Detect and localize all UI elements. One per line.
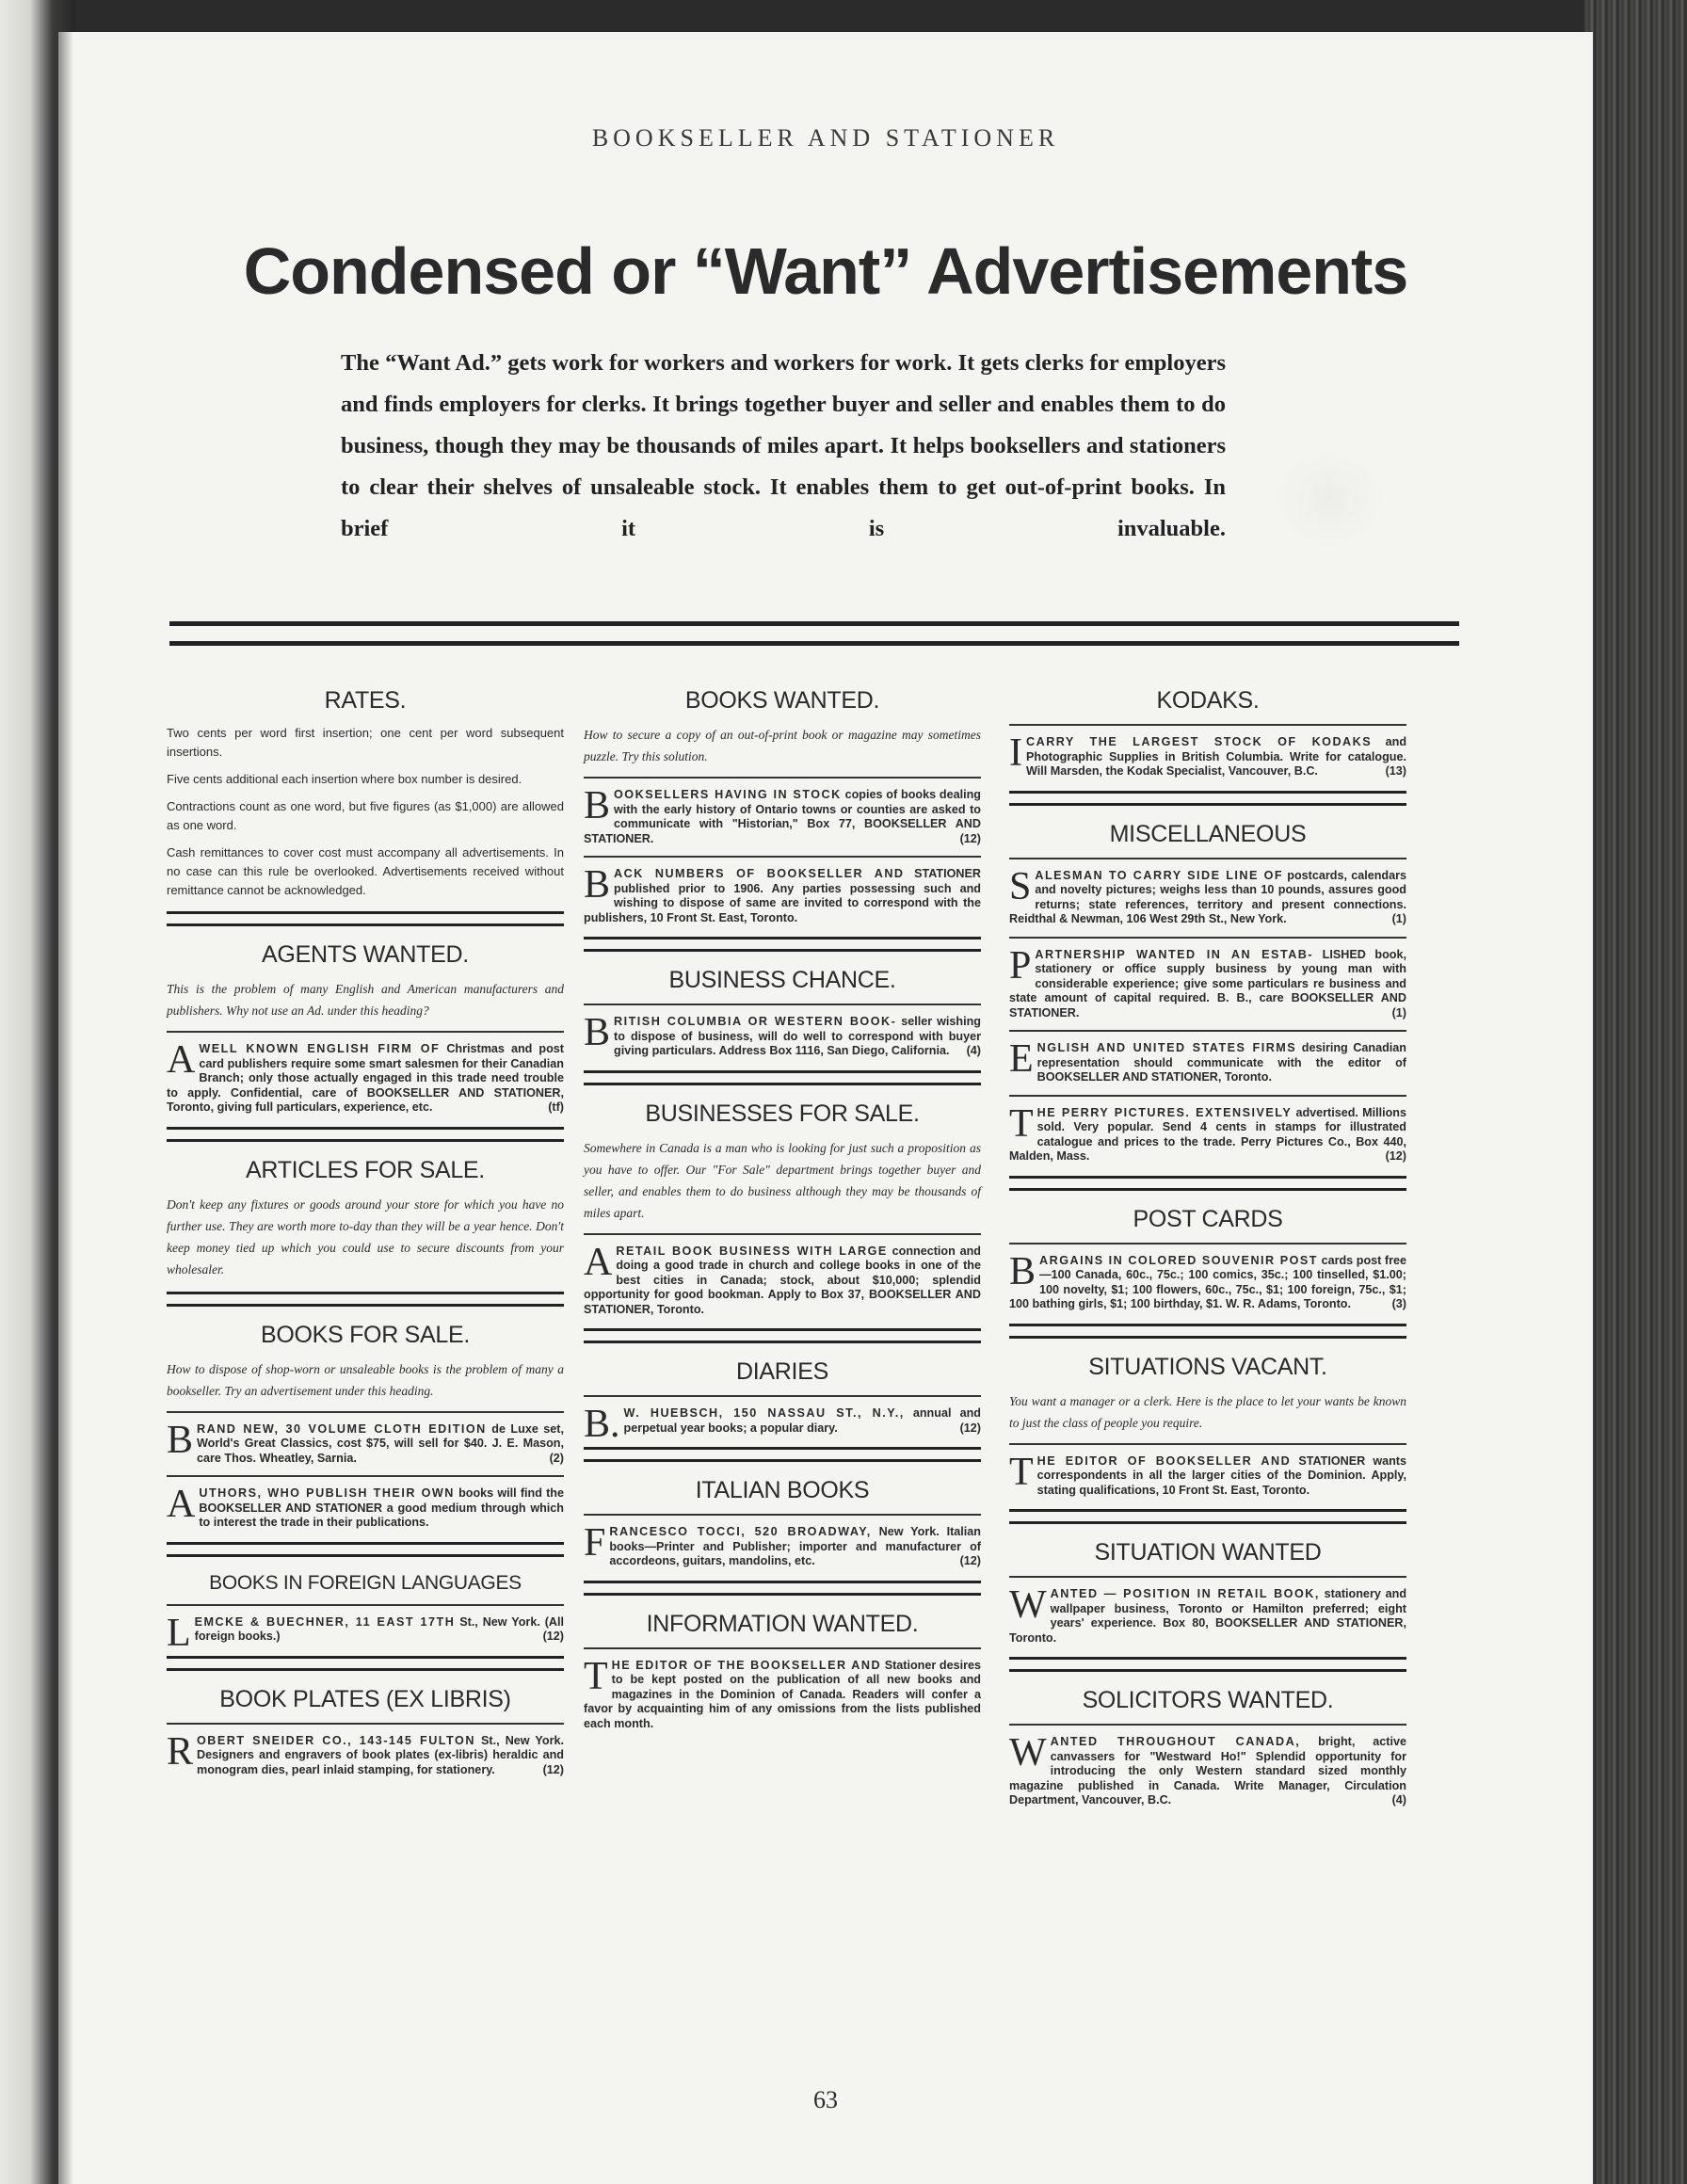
section-heading-kodaks: KODAKS. bbox=[1156, 687, 1260, 714]
classified-ad bbox=[584, 1403, 981, 1446]
drop-cap: B bbox=[584, 863, 611, 907]
ad-ref: (12) bbox=[959, 1554, 981, 1567]
ad-ref: (4) bbox=[966, 1044, 981, 1057]
ad-separator bbox=[584, 1395, 981, 1397]
ad-body: books will find the BOOKSELLER AND STATIONER a good medium through which to interest the trade in their publications. bbox=[199, 1486, 565, 1529]
ad-lead: ACK NUMBERS OF BOOKSELLER AND bbox=[614, 867, 905, 880]
classified-ad bbox=[1009, 1450, 1407, 1499]
ad-lead: RAND NEW, 30 VOLUME CLOTH EDITION bbox=[197, 1421, 487, 1436]
classified-ad bbox=[167, 1483, 565, 1531]
section-rule bbox=[584, 1581, 981, 1596]
ad-separator bbox=[1009, 1443, 1406, 1445]
drop-cap: P bbox=[1009, 943, 1032, 988]
section-heading-articles: ARTICLES FOR SALE. bbox=[246, 1156, 485, 1183]
ad-separator bbox=[167, 1031, 564, 1033]
ad-body: New York. Italian books—Printer and Publisher; importer and manufacturer of accordeons, guitars, mandolins, etc. bbox=[609, 1525, 981, 1567]
ad-separator bbox=[167, 1604, 564, 1606]
ad-lead: RETAIL BOOK BUSINESS WITH LARGE bbox=[616, 1244, 888, 1258]
drop-cap: B. bbox=[584, 1403, 620, 1446]
scan-top-border bbox=[0, 0, 1687, 32]
section-rule bbox=[167, 1656, 564, 1671]
ad-ref: (1) bbox=[1391, 1005, 1406, 1020]
ad-separator bbox=[167, 1411, 564, 1413]
section-rule bbox=[1009, 791, 1406, 806]
section-heading-solicitors: SOLICITORS WANTED. bbox=[1082, 1687, 1334, 1713]
ad-lead: CARRY THE LARGEST STOCK OF KODAKS bbox=[1026, 735, 1373, 748]
classified-ad bbox=[1009, 1583, 1407, 1646]
ad-separator bbox=[584, 1004, 981, 1005]
drop-cap: W bbox=[1009, 1731, 1047, 1774]
classified-ad bbox=[584, 1240, 981, 1318]
page-number: 63 bbox=[813, 2086, 838, 2113]
page-title: Condensed or “Want” Advertisements bbox=[243, 234, 1408, 308]
drop-cap: L bbox=[167, 1611, 191, 1655]
ad-lead: W. HUEBSCH, 150 NASSAU ST., N.Y., bbox=[623, 1406, 905, 1420]
section-heading-situations-vacant: SITUATIONS VACANT. bbox=[1088, 1353, 1327, 1380]
intro-paragraph: The “Want Ad.” gets work for workers and workers for work. It gets clerks for employers and finds employers for clerks. It brings together buyer and seller and enables them to do business, though they may be thousands of miles apart. It helps booksellers and stationers to clear their shelves of unsaleable stock. It enables them to get out-of-print books. In brief it is invaluable. bbox=[341, 350, 1226, 541]
classified-ad bbox=[167, 1611, 565, 1655]
ad-separator bbox=[584, 856, 981, 858]
ad-ref: (12) bbox=[1385, 1149, 1406, 1163]
ad-separator bbox=[167, 1723, 564, 1725]
section-heading-rates: RATES. bbox=[324, 687, 407, 714]
section-rule bbox=[167, 911, 564, 926]
classified-ad bbox=[1009, 1037, 1407, 1085]
ad-lead: ANTED THROUGHOUT CANADA, bbox=[1050, 1735, 1301, 1748]
ad-ref: (3) bbox=[1391, 1297, 1406, 1310]
ad-ref: (4) bbox=[1391, 1793, 1406, 1807]
drop-cap: A bbox=[167, 1483, 196, 1526]
ad-separator bbox=[1009, 1030, 1406, 1032]
section-heading-book-plates: BOOK PLATES (EX LIBRIS) bbox=[219, 1685, 511, 1712]
section-heading-business-chance: BUSINESS CHANCE. bbox=[668, 967, 896, 993]
drop-cap: T bbox=[584, 1654, 608, 1698]
ad-lead: HE PERRY PICTURES. EXTENSIVELY bbox=[1036, 1105, 1293, 1119]
ad-body: STATIONER published prior to 1906. Any parties possessing such and wishing to dispose of same are invited to correspond with the publishers, 10 Front St. East, Toronto. bbox=[584, 867, 982, 924]
column-right bbox=[1009, 672, 1406, 1814]
section-rule bbox=[167, 1127, 564, 1142]
section-heading-miscellaneous: MISCELLANEOUS bbox=[1109, 820, 1307, 847]
rates-paragraph: Two cents per word first insertion; one cent per word subsequent insertions. bbox=[167, 726, 564, 759]
ad-lead: EMCKE & BUECHNER, 11 EAST 17TH bbox=[194, 1614, 456, 1629]
ad-ref: (1) bbox=[1391, 912, 1406, 925]
ad-body: cards post free—100 Canada, 60c., 75c.; 100 comics, 35c.; 100 tinselled, $1.00; 100 novelty, $1; 100 flowers, 60c., 75c., $1; 100 foreign, 75c., $1; 100 bathing girls, $1; 100 birthday, $1. W. R. Adams, Toronto. bbox=[1009, 1253, 1407, 1310]
ad-body: annual and perpetual year books; a popular diary. bbox=[623, 1406, 981, 1435]
section-intro: Somewhere in Canada is a man who is looking for just such a proposition as you have to offer. Our "For Sale" department brings together buyer and seller, and enables them to do business although they may be thousands of miles apart. bbox=[584, 1140, 981, 1220]
classified-ad bbox=[167, 1038, 564, 1116]
drop-cap: W bbox=[1009, 1583, 1047, 1627]
ad-lead: HE EDITOR OF BOOKSELLER AND bbox=[1036, 1453, 1292, 1468]
ad-lead: HE EDITOR OF THE BOOKSELLER AND bbox=[611, 1658, 882, 1672]
ad-body: Christmas and post card publishers require some smart salesmen for their Canadian Branch; only those actually engaged in this trade need trouble to apply. Confidential, care of BOOKSELLER AND STATIONER, Toronto, giving full particulars, experience, etc. bbox=[167, 1042, 564, 1114]
section-heading-businesses-for-sale: BUSINESSES FOR SALE. bbox=[645, 1100, 920, 1127]
ad-body: St., New York. Designers and engravers of book plates (ex-libris) heraldic and monogram dies, pearl inlaid stamping, for stationery. bbox=[197, 1733, 564, 1776]
ad-lead: ANTED — POSITION IN RETAIL BOOK, bbox=[1050, 1587, 1320, 1600]
page-gutter-shadow bbox=[58, 32, 73, 2184]
ad-body: copies of books dealing with the early history of Ontario towns or counties are asked to communicate with "Historian," Box 77, BOOKSELLER AND STATIONER. bbox=[584, 788, 981, 845]
drop-cap: R bbox=[167, 1729, 194, 1774]
rates-paragraph: Cash remittances to cover cost must accompany all advertisements. In no case can this rule be overlooked. Advertisements received without remittance cannot be acknowledged. bbox=[167, 845, 564, 897]
ad-body: de Luxe set, World's Great Classics, cost $75, will sell for $40. J. E. Mason, care Thos. Wheatley, Sarnia. bbox=[197, 1421, 565, 1465]
section-rule bbox=[584, 1070, 981, 1085]
page-smudge bbox=[1273, 446, 1386, 550]
drop-cap: B bbox=[584, 784, 611, 827]
classified-ad bbox=[584, 1654, 981, 1732]
ad-lead: RANCESCO TOCCI, 520 BROADWAY, bbox=[609, 1525, 872, 1538]
ad-ref: (12) bbox=[959, 831, 981, 845]
section-rule bbox=[584, 1328, 981, 1343]
drop-cap: B bbox=[1009, 1249, 1036, 1293]
ad-separator bbox=[584, 777, 981, 779]
ad-separator bbox=[1009, 724, 1406, 726]
section-rule bbox=[584, 1447, 981, 1462]
classified-ad bbox=[1009, 1731, 1406, 1808]
section-heading-foreign: BOOKS IN FOREIGN LANGUAGES bbox=[209, 1571, 522, 1594]
classified-ad bbox=[1009, 1101, 1407, 1164]
column-middle bbox=[584, 672, 981, 1737]
book-page-edges-right bbox=[1583, 0, 1687, 2184]
section-intro: How to dispose of shop-worn or unsaleable books is the problem of many a bookseller. Try an advertisement under this heading. bbox=[167, 1361, 564, 1398]
section-intro: You want a manager or a clerk. Here is the place to let your wants be known to just the class of people you require. bbox=[1009, 1393, 1406, 1430]
section-rule bbox=[1009, 1324, 1406, 1339]
rates-paragraph: Five cents additional each insertion where box number is desired. bbox=[167, 772, 522, 786]
rates-paragraph: Contractions count as one word, but five figures (as $1,000) are allowed as one word. bbox=[167, 799, 564, 832]
ad-body: stationery and wallpaper business, Toronto or Hamilton preferred; eight years' experience. Box 80, BOOKSELLER AND STATIONER, Toronto. bbox=[1009, 1587, 1407, 1645]
heavy-double-rule bbox=[169, 621, 1459, 646]
ad-separator bbox=[167, 1475, 564, 1477]
drop-cap: T bbox=[1009, 1101, 1034, 1146]
section-intro: How to secure a copy of an out-of-print book or magazine may sometimes puzzle. Try this solution. bbox=[584, 728, 981, 763]
classified-ad bbox=[1009, 943, 1407, 1021]
section-rule bbox=[1009, 1509, 1406, 1524]
section-heading-books-for-sale: BOOKS FOR SALE. bbox=[261, 1321, 470, 1348]
ad-body: LISHED book, stationery or office supply business by young man with considerable experience; give some particulars re business and state amount of capital required. B. B., care BOOKSELLER AND STATIONER. bbox=[1009, 947, 1407, 1020]
section-rule bbox=[584, 937, 981, 952]
classified-ad bbox=[1009, 864, 1406, 927]
ad-ref: (2) bbox=[549, 1451, 564, 1465]
ad-separator bbox=[1009, 858, 1406, 859]
ad-separator bbox=[1009, 937, 1406, 939]
section-heading-post-cards: POST CARDS bbox=[1133, 1205, 1283, 1232]
ad-body: postcards, calendars and novelty pictures; weighs less than 10 pounds, assures good returns; state references, territory and present connections. Reidthal & Newman, 106 West 29th St., New York. bbox=[1009, 868, 1406, 925]
ad-lead: WELL KNOWN ENGLISH FIRM OF bbox=[199, 1042, 441, 1055]
ad-lead: ARGAINS IN COLORED SOUVENIR POST bbox=[1039, 1253, 1318, 1267]
classified-ad bbox=[167, 1729, 564, 1778]
ad-lead: NGLISH AND UNITED STATES FIRMS bbox=[1036, 1041, 1297, 1054]
section-heading-diaries: DIARIES bbox=[736, 1358, 828, 1385]
section-rule bbox=[1009, 1176, 1406, 1191]
ad-body: connection and doing a good trade in church and college books in one of the best cities in Canada; stock, about $10,000; splendid opportunity for good bookman. Apply to Box 37, BOOKSELLER AND STATIONER, Toronto. bbox=[584, 1244, 981, 1316]
section-rule bbox=[167, 1542, 564, 1557]
running-head: BOOKSELLER AND STATIONER bbox=[591, 124, 1060, 152]
ad-body: and Photographic Supplies in British Columbia. Write for catalogue. Will Marsden, the Kodak Specialist, Vancouver, B.C. bbox=[1026, 735, 1407, 778]
ad-body: St., New York. (All foreign books.) bbox=[194, 1614, 565, 1643]
ad-lead: ARTNERSHIP WANTED IN AN ESTAB- bbox=[1035, 947, 1314, 961]
ad-body: bright, active canvassers for "Westward Ho!" Splendid opportunity for introducing the only Western standard sized monthly magazine published in Canada. Write Manager, Circulation Department, Vancouver, B.C. bbox=[1009, 1735, 1406, 1807]
classified-ad bbox=[1009, 731, 1407, 779]
classified-ad bbox=[1009, 1249, 1407, 1312]
ad-separator bbox=[1009, 1243, 1406, 1245]
classified-ad bbox=[584, 863, 982, 925]
classified-ad bbox=[167, 1418, 565, 1467]
ad-ref: (12) bbox=[542, 1630, 564, 1643]
section-heading-information: INFORMATION WANTED. bbox=[646, 1610, 919, 1637]
ad-lead: ALESMAN TO CARRY SIDE LINE OF bbox=[1035, 868, 1284, 882]
section-heading-agents: AGENTS WANTED. bbox=[262, 941, 469, 968]
magazine-page bbox=[58, 32, 1593, 2184]
ad-lead: UTHORS, WHO PUBLISH THEIR OWN bbox=[199, 1486, 455, 1500]
drop-cap: I bbox=[1009, 731, 1022, 775]
section-heading-situation-wanted: SITUATION WANTED bbox=[1094, 1539, 1322, 1566]
ad-body: seller wishing to dispose of business, will do well to correspond with buyer giving particulars. Address Box 1116, San Diego, California. bbox=[614, 1015, 981, 1057]
ad-ref: (12) bbox=[959, 1421, 981, 1435]
section-rule bbox=[1009, 1657, 1406, 1672]
section-intro: This is the problem of many English and American manufacturers and publishers. Why not use an Ad. under this heading? bbox=[167, 982, 564, 1018]
drop-cap: A bbox=[167, 1038, 196, 1082]
ad-body: desiring Canadian representation should communicate with the editor of BOOKSELLER AND STATIONER, Toronto. bbox=[1036, 1041, 1407, 1084]
ad-body: Stationer desires to be kept posted on the publication of all new books and magazines in the Dominion of Canada. Readers will confer a favor by acquainting him of any omissions from the lists published each month. bbox=[584, 1658, 981, 1730]
drop-cap: B bbox=[584, 1011, 611, 1054]
ad-separator bbox=[584, 1233, 981, 1235]
drop-cap: E bbox=[1009, 1037, 1034, 1081]
drop-cap: B bbox=[167, 1418, 194, 1462]
classified-ad bbox=[584, 784, 981, 846]
ad-separator bbox=[1009, 1724, 1406, 1726]
ad-lead: RITISH COLUMBIA OR WESTERN BOOK- bbox=[614, 1015, 897, 1028]
column-left bbox=[167, 672, 564, 1783]
drop-cap: A bbox=[584, 1240, 613, 1284]
ad-body: advertised. Millions sold. Very popular. Send 4 cents in stamps for illustrated catalogue and prices to the trade. Perry Pictures Co., Box 440, Malden, Mass. bbox=[1009, 1105, 1407, 1163]
ad-separator bbox=[584, 1514, 981, 1516]
ad-ref: (12) bbox=[542, 1762, 564, 1776]
section-heading-books-wanted: BOOKS WANTED. bbox=[684, 687, 880, 714]
ad-separator bbox=[1009, 1095, 1406, 1097]
classified-ad bbox=[584, 1011, 981, 1059]
ad-lead: OOKSELLERS HAVING IN STOCK bbox=[614, 788, 842, 801]
rates-block bbox=[167, 724, 564, 900]
classified-ad bbox=[584, 1521, 981, 1569]
section-heading-italian: ITALIAN BOOKS bbox=[695, 1477, 870, 1503]
ad-ref: (13) bbox=[1385, 764, 1406, 778]
drop-cap: T bbox=[1009, 1450, 1034, 1494]
ad-separator bbox=[1009, 1576, 1406, 1578]
section-intro: Don't keep any fixtures or goods around your store for which you have no further use. They are worth more to-day than they will be a year hence. Don't keep money tied up which you could use to secure discounts from your wholesaler. bbox=[167, 1196, 564, 1277]
drop-cap: S bbox=[1009, 864, 1032, 908]
ad-lead: OBERT SNEIDER CO., 143-145 FULTON bbox=[197, 1733, 475, 1747]
ad-body: STATIONER wants correspondents in all the larger cities of the Dominion. Apply, stating qualifications, 10 Front St. East, Toronto. bbox=[1036, 1453, 1407, 1497]
section-rule bbox=[167, 1292, 564, 1307]
ad-ref: (tf) bbox=[548, 1100, 564, 1114]
drop-cap: F bbox=[584, 1521, 606, 1565]
ad-separator bbox=[584, 1647, 981, 1649]
